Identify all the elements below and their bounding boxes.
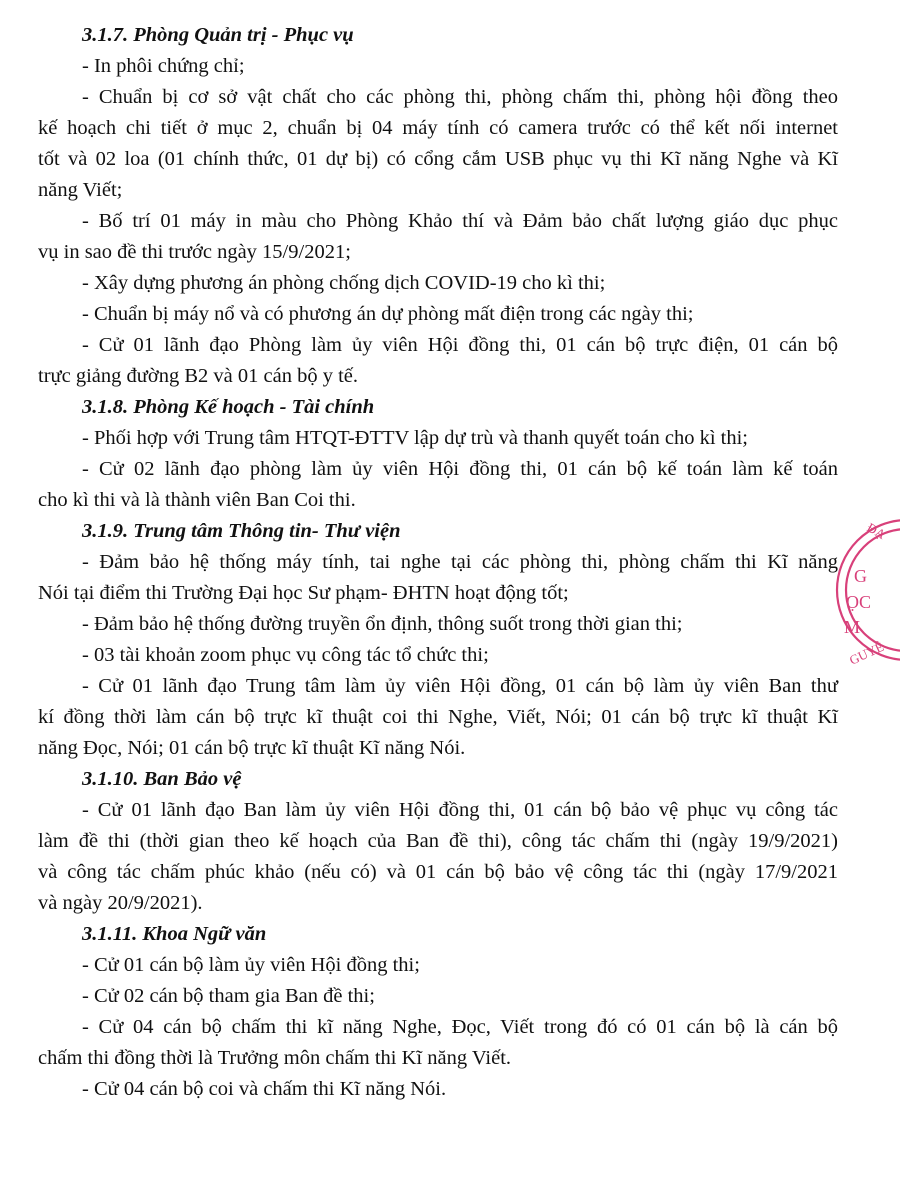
text-line: kí đồng thời làm cán bộ trực kĩ thuật coi thi Nghe, Viết, Nói; 01 cán bộ trực kĩ thuật Kĩ — [38, 706, 838, 728]
text-line: - Phối hợp với Trung tâm HTQT-ĐTTV lập dự trù và thanh quyết toán cho kì thi; — [82, 427, 748, 449]
text-line: - Cử 01 lãnh đạo Ban làm ủy viên Hội đồng thi, 01 cán bộ bảo vệ phục vụ công tác — [82, 799, 838, 821]
text-line: - Cử 04 cán bộ coi và chấm thi Kĩ năng Nói. — [82, 1078, 447, 1100]
stamp-rings — [837, 520, 900, 660]
text-line: làm đề thi (thời gian theo kế hoạch của Ban đề thi), công tác chấm thi (ngày 19/9/2021) — [38, 830, 838, 852]
section-heading: 3.1.7. Phòng Quản trị - Phục vụ — [82, 24, 354, 46]
stamp-line-1: G — [854, 566, 867, 586]
text-line: - Cử 01 lãnh đạo Trung tâm làm ủy viên Hội đồng, 01 cán bộ làm ủy viên Ban thư — [82, 675, 838, 697]
section-heading: 3.1.9. Trung tâm Thông tin- Thư viện — [82, 520, 401, 542]
text-line: - Chuẩn bị cơ sở vật chất cho các phòng thi, phòng chấm thi, phòng hội đồng theo — [82, 86, 838, 108]
stamp-ring-top: ĐẠ — [864, 519, 889, 542]
text-line: - In phôi chứng chỉ; — [82, 55, 245, 77]
text-line: - Cử 01 lãnh đạo Phòng làm ủy viên Hội đồng thi, 01 cán bộ trực điện, 01 cán bộ — [82, 334, 838, 356]
text-line: trực giảng đường B2 và 01 cán bộ y tế. — [38, 365, 358, 387]
text-line: - Cử 02 cán bộ tham gia Ban đề thi; — [82, 985, 375, 1007]
text-line: - Cử 01 cán bộ làm ủy viên Hội đồng thi; — [82, 954, 420, 976]
text-line: cho kì thi và là thành viên Ban Coi thi. — [38, 489, 356, 511]
stamp-ring-bottom: GUYÊ — [846, 638, 886, 668]
stamp-line-3: M — [844, 617, 861, 637]
text-line: - Đảm bảo hệ thống đường truyền ổn định, thông suốt trong thời gian thi; — [82, 613, 683, 635]
section-heading: 3.1.11. Khoa Ngữ văn — [82, 923, 267, 945]
text-line: - Chuẩn bị máy nổ và có phương án dự phòng mất điện trong các ngày thi; — [82, 303, 694, 325]
section-heading: 3.1.8. Phòng Kế hoạch - Tài chính — [82, 396, 375, 418]
text-line: và ngày 20/9/2021). — [38, 892, 203, 914]
text-line: - 03 tài khoản zoom phục vụ công tác tổ chức thi; — [82, 644, 489, 666]
text-line: chấm thi đồng thời là Trưởng môn chấm thi Kĩ năng Viết. — [38, 1047, 512, 1069]
text-line: Nói tại điểm thi Trường Đại học Sư phạm- ĐHTN hoạt động tốt; — [38, 582, 569, 604]
text-line: tốt và 02 loa (01 chính thức, 01 dự bị) có cổng cắm USB phục vụ thi Kĩ năng Nghe và Kĩ — [38, 148, 838, 170]
text-line: - Bố trí 01 máy in màu cho Phòng Khảo thí và Đảm bảo chất lượng giáo dục phục — [82, 210, 838, 232]
text-line: - Đảm bảo hệ thống máy tính, tai nghe tại các phòng thi, phòng chấm thi Kĩ năng — [82, 551, 838, 573]
official-stamp — [832, 500, 900, 680]
stamp-line-2: ỌC — [846, 592, 872, 612]
text-line: - Cử 02 lãnh đạo phòng làm ủy viên Hội đồng thi, 01 cán bộ kế toán làm kế toán — [82, 458, 838, 480]
text-line: và công tác chấm phúc khảo (nếu có) và 01 cán bộ bảo vệ công tác thi (ngày 17/9/2021 — [38, 861, 838, 883]
text-line: vụ in sao đề thi trước ngày 15/9/2021; — [38, 241, 351, 263]
text-line: - Cử 04 cán bộ chấm thi kĩ năng Nghe, Đọc, Viết trong đó có 01 cán bộ là cán bộ — [82, 1016, 838, 1038]
text-line: năng Viết; — [38, 179, 123, 201]
text-line: - Xây dựng phương án phòng chống dịch COVID-19 cho kì thi; — [82, 272, 606, 294]
text-line: năng Đọc, Nói; 01 cán bộ trực kĩ thuật Kĩ năng Nói. — [38, 737, 466, 759]
document-body — [38, 20, 838, 1105]
text-line: kế hoạch chi tiết ở mục 2, chuẩn bị 04 máy tính có camera trước có thể kết nối internet — [38, 117, 838, 139]
section-heading: 3.1.10. Ban Bảo vệ — [82, 768, 242, 790]
